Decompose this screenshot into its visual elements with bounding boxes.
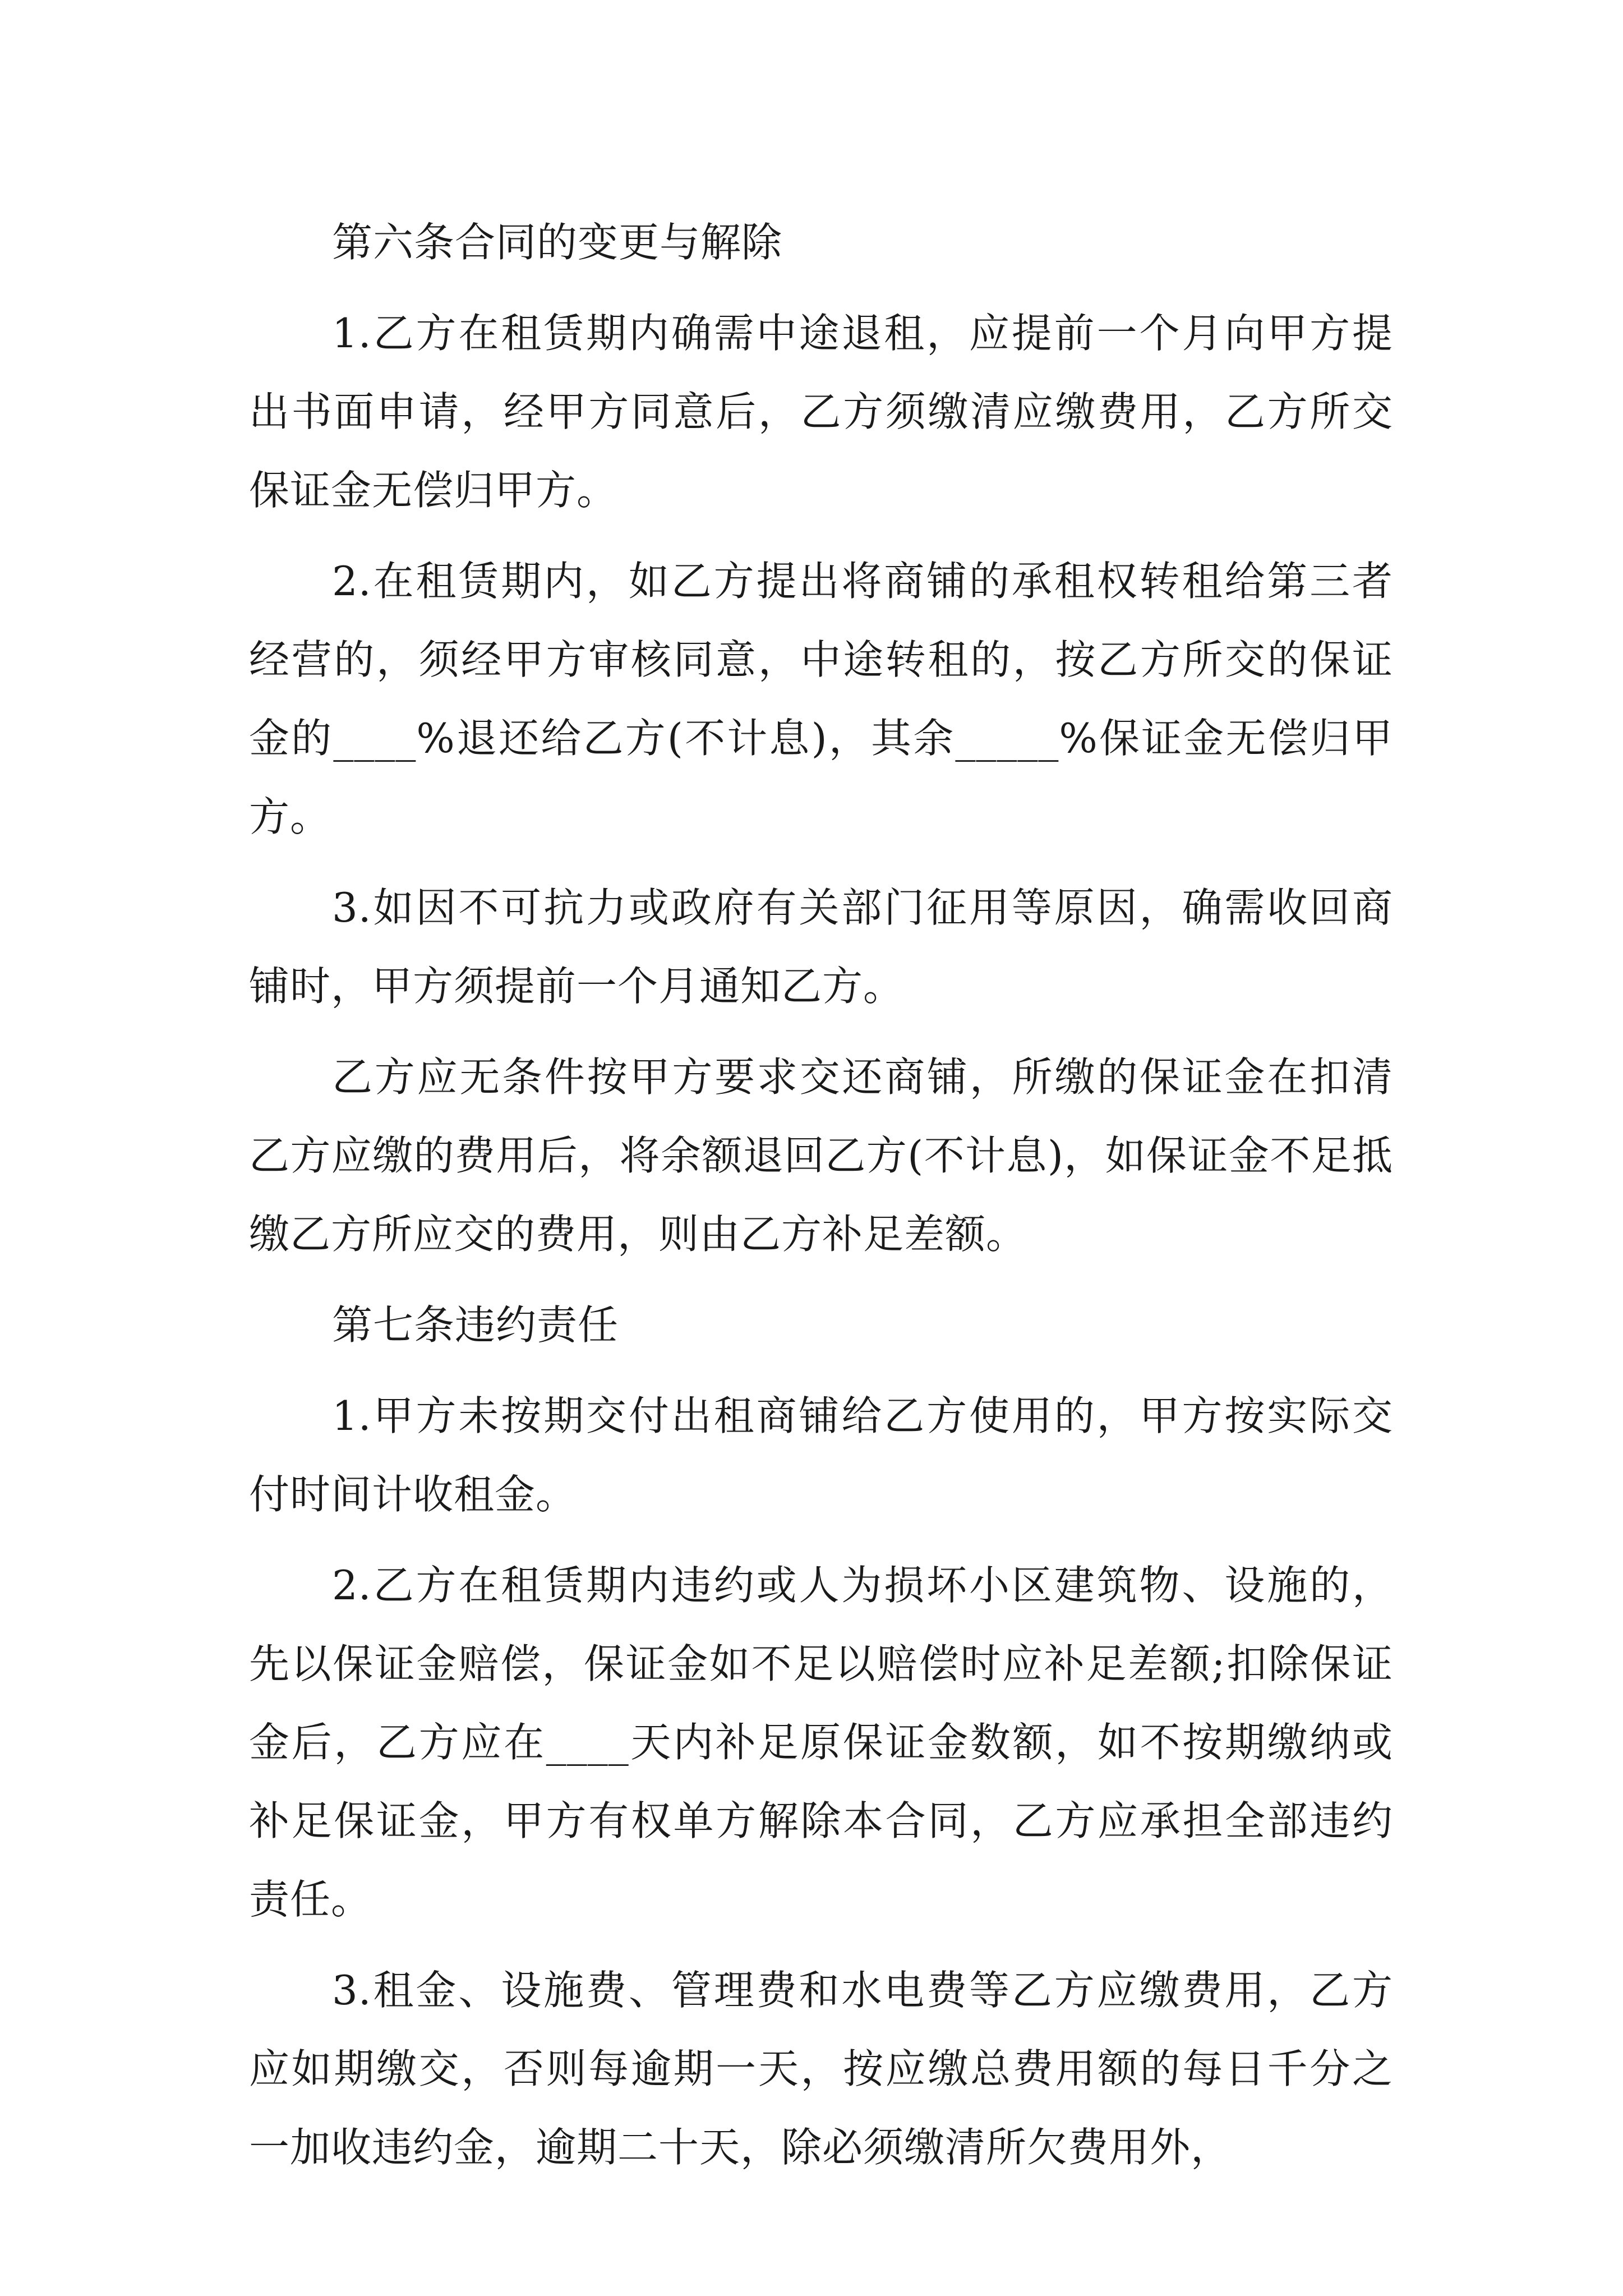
document-page	[249, 203, 1393, 2199]
section-6-item-1: 1.乙方在租赁期内确需中途退租，应提前一个月向甲方提出书面申请，经甲方同意后，乙方须缴清应缴费用，乙方所交保证金无偿归甲方。	[249, 310, 1393, 514]
section-6-item-2: 2.在租赁期内，如乙方提出将商铺的承租权转租给第三者经营的，须经甲方审核同意，中途转租的，按乙方所交的保证金的____%退还给乙方(不计息)，其余_____%保证金无偿归甲方。	[249, 558, 1393, 840]
section-7-item-3: 3.租金、设施费、管理费和水电费等乙方应缴费用，乙方应如期缴交，否则每逾期一天，按应缴总费用额的每日千分之一加收违约金，逾期二十天，除必须缴清所欠费用外，	[249, 1967, 1393, 2171]
section-6-item-3-continued: 乙方应无条件按甲方要求交还商铺，所缴的保证金在扣清乙方应缴的费用后，将余额退回乙方(不计息)，如保证金不足抵缴乙方所应交的费用，则由乙方补足差额。	[249, 1053, 1393, 1258]
section-7-item-1: 1.甲方未按期交付出租商铺给乙方使用的，甲方按实际交付时间计收租金。	[249, 1392, 1393, 1518]
section-6-item-3: 3.如因不可抗力或政府有关部门征用等原因，确需收回商铺时，甲方须提前一个月通知乙方。	[249, 884, 1393, 1010]
section-6-title: 第六条合同的变更与解除	[332, 219, 783, 266]
section-7-item-2: 2.乙方在租赁期内违约或人为损坏小区建筑物、设施的，先以保证金赔偿，保证金如不足以赔偿时应补足差额;扣除保证金后，乙方应在____天内补足原保证金数额，如不按期缴纳或补足保证金，甲方有权单方解除本合同，乙方应承担全部违约责任。	[249, 1562, 1393, 1923]
section-7-title: 第七条违约责任	[332, 1301, 619, 1349]
